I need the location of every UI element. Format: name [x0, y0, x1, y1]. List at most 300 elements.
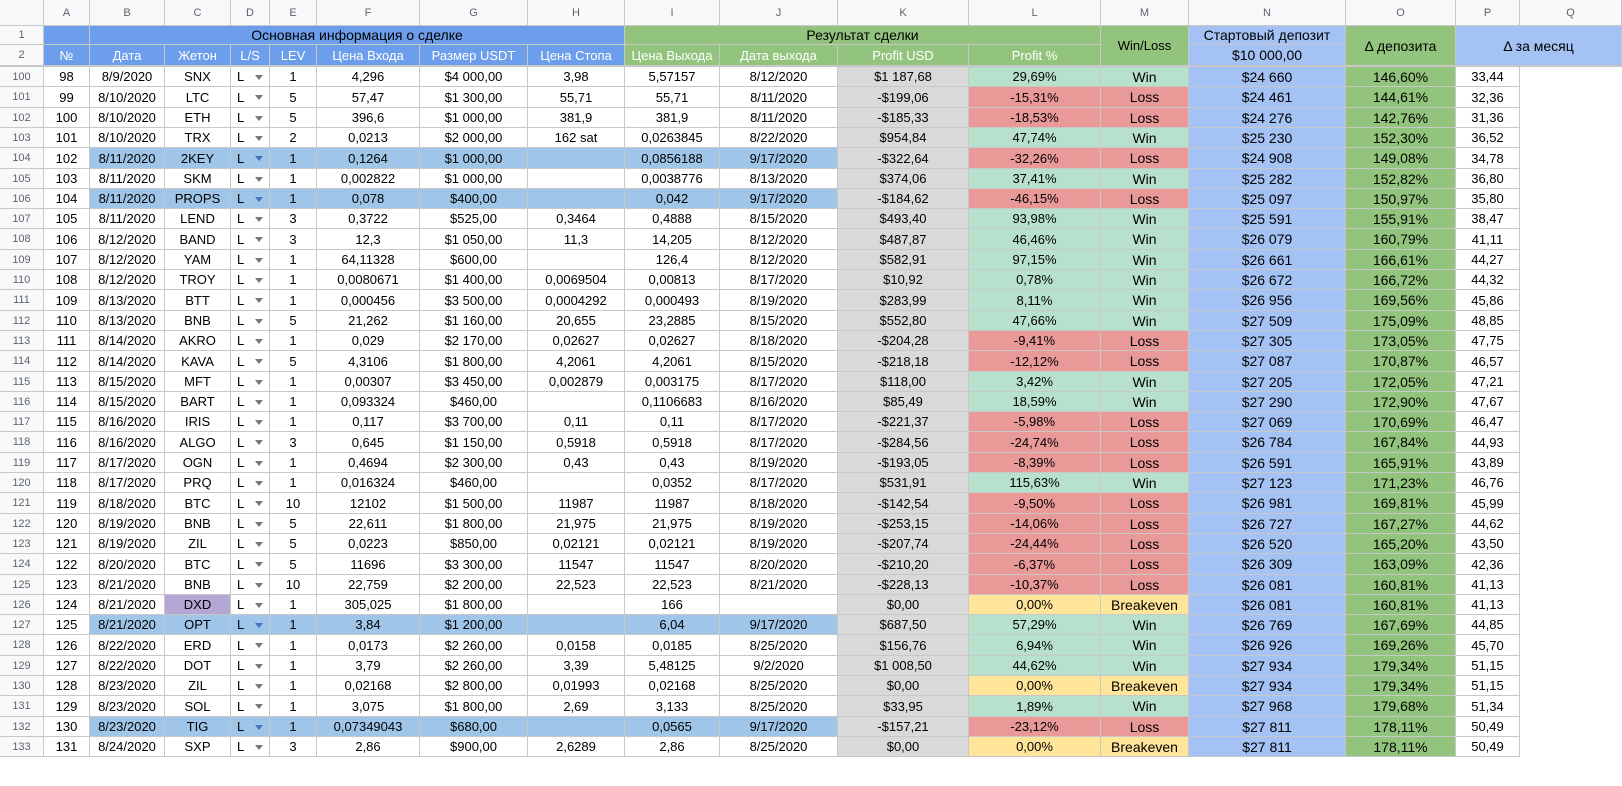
- token[interactable]: BTT: [165, 290, 231, 311]
- group-header-result[interactable]: Результат сделки: [625, 26, 1101, 45]
- profit-usd[interactable]: -$184,62: [838, 189, 969, 209]
- deposit[interactable]: $26 926: [1189, 635, 1346, 656]
- delta-month[interactable]: 38,47: [1456, 209, 1520, 229]
- deposit[interactable]: $24 908: [1189, 148, 1346, 169]
- win-loss[interactable]: Breakeven: [1101, 676, 1189, 696]
- trade-date[interactable]: 8/24/2020: [90, 737, 165, 757]
- delta-deposit[interactable]: 163,09%: [1346, 554, 1456, 575]
- size-usdt[interactable]: $1 800,00: [420, 696, 528, 717]
- row-header[interactable]: 116: [0, 392, 44, 412]
- profit-usd[interactable]: $487,87: [838, 229, 969, 250]
- profit-usd[interactable]: -$142,54: [838, 493, 969, 514]
- profit-usd[interactable]: $374,06: [838, 169, 969, 189]
- column-title-4[interactable]: LEV: [270, 45, 317, 66]
- size-usdt[interactable]: $1 200,00: [420, 615, 528, 635]
- row-header[interactable]: 111: [0, 290, 44, 311]
- column-title-9[interactable]: Дата выхода: [720, 45, 838, 66]
- profit-pct[interactable]: -8,39%: [969, 453, 1101, 473]
- exit-date[interactable]: 8/15/2020: [720, 311, 838, 331]
- leverage[interactable]: 1: [270, 67, 317, 87]
- size-usdt[interactable]: $1 300,00: [420, 87, 528, 108]
- exit-price[interactable]: 0,11: [625, 412, 720, 432]
- exit-price[interactable]: 5,48125: [625, 656, 720, 676]
- profit-pct[interactable]: 1,89%: [969, 696, 1101, 717]
- delta-deposit[interactable]: 179,34%: [1346, 676, 1456, 696]
- win-loss[interactable]: Breakeven: [1101, 737, 1189, 757]
- exit-price[interactable]: 11547: [625, 554, 720, 575]
- trade-number[interactable]: 99: [44, 87, 90, 108]
- deposit[interactable]: $24 276: [1189, 108, 1346, 128]
- column-header-q[interactable]: Q: [1520, 0, 1622, 26]
- stop-price[interactable]: 11547: [528, 554, 625, 575]
- exit-date[interactable]: 8/17/2020: [720, 372, 838, 392]
- stop-price[interactable]: 0,01993: [528, 676, 625, 696]
- chevron-down-icon[interactable]: [255, 684, 263, 689]
- column-title-1[interactable]: Дата: [90, 45, 165, 66]
- win-loss[interactable]: Loss: [1101, 575, 1189, 595]
- chevron-down-icon[interactable]: [255, 440, 263, 445]
- size-usdt[interactable]: $460,00: [420, 473, 528, 493]
- profit-usd[interactable]: $10,92: [838, 270, 969, 290]
- profit-usd[interactable]: -$207,74: [838, 534, 969, 554]
- size-usdt[interactable]: $1 160,00: [420, 311, 528, 331]
- chevron-down-icon[interactable]: [255, 258, 263, 263]
- trade-date[interactable]: 8/14/2020: [90, 351, 165, 372]
- delta-deposit[interactable]: 167,84%: [1346, 432, 1456, 453]
- trade-date[interactable]: 8/11/2020: [90, 169, 165, 189]
- win-loss[interactable]: Loss: [1101, 493, 1189, 514]
- delta-deposit[interactable]: 179,68%: [1346, 696, 1456, 717]
- chevron-down-icon[interactable]: [255, 298, 263, 303]
- win-loss[interactable]: Win: [1101, 290, 1189, 311]
- entry-price[interactable]: 305,025: [317, 595, 420, 615]
- win-loss[interactable]: Win: [1101, 392, 1189, 412]
- deposit[interactable]: $27 934: [1189, 656, 1346, 676]
- trade-date[interactable]: 8/10/2020: [90, 108, 165, 128]
- header-delta-month[interactable]: Δ за месяц: [1456, 26, 1622, 66]
- entry-price[interactable]: 0,093324: [317, 392, 420, 412]
- row-header[interactable]: 127: [0, 615, 44, 635]
- token[interactable]: DOT: [165, 656, 231, 676]
- row-header[interactable]: 110: [0, 270, 44, 290]
- stop-price[interactable]: [528, 169, 625, 189]
- column-title-0[interactable]: №: [44, 45, 90, 66]
- delta-month[interactable]: 44,85: [1456, 615, 1520, 635]
- delta-deposit[interactable]: 169,56%: [1346, 290, 1456, 311]
- exit-price[interactable]: 0,02168: [625, 676, 720, 696]
- column-title-6[interactable]: Размер USDT: [420, 45, 528, 66]
- delta-deposit[interactable]: 152,82%: [1346, 169, 1456, 189]
- trade-date[interactable]: 8/23/2020: [90, 717, 165, 737]
- trade-number[interactable]: 127: [44, 656, 90, 676]
- column-header-p[interactable]: P: [1456, 0, 1520, 26]
- leverage[interactable]: 1: [270, 189, 317, 209]
- trade-number[interactable]: 104: [44, 189, 90, 209]
- entry-price[interactable]: 0,07349043: [317, 717, 420, 737]
- chevron-down-icon[interactable]: [255, 197, 263, 202]
- win-loss[interactable]: Loss: [1101, 717, 1189, 737]
- token[interactable]: BNB: [165, 514, 231, 534]
- row-header[interactable]: 124: [0, 554, 44, 575]
- deposit[interactable]: $26 081: [1189, 575, 1346, 595]
- chevron-down-icon[interactable]: [255, 664, 263, 669]
- token[interactable]: BART: [165, 392, 231, 412]
- token[interactable]: BAND: [165, 229, 231, 250]
- win-loss[interactable]: Loss: [1101, 554, 1189, 575]
- trade-number[interactable]: 114: [44, 392, 90, 412]
- long-short[interactable]: L: [231, 534, 270, 554]
- row-header[interactable]: 2: [0, 45, 44, 66]
- delta-month[interactable]: 47,75: [1456, 331, 1520, 351]
- size-usdt[interactable]: $2 800,00: [420, 676, 528, 696]
- size-usdt[interactable]: $525,00: [420, 209, 528, 229]
- exit-date[interactable]: 8/19/2020: [720, 453, 838, 473]
- long-short[interactable]: L: [231, 290, 270, 311]
- trade-date[interactable]: 8/18/2020: [90, 493, 165, 514]
- delta-month[interactable]: 46,57: [1456, 351, 1520, 372]
- trade-number[interactable]: 122: [44, 554, 90, 575]
- trade-number[interactable]: 121: [44, 534, 90, 554]
- profit-usd[interactable]: -$284,56: [838, 432, 969, 453]
- profit-usd[interactable]: -$221,37: [838, 412, 969, 432]
- stop-price[interactable]: 0,02627: [528, 331, 625, 351]
- stop-price[interactable]: 21,975: [528, 514, 625, 534]
- trade-number[interactable]: 109: [44, 290, 90, 311]
- delta-month[interactable]: 45,86: [1456, 290, 1520, 311]
- long-short[interactable]: L: [231, 87, 270, 108]
- size-usdt[interactable]: $1 150,00: [420, 432, 528, 453]
- delta-deposit[interactable]: 171,23%: [1346, 473, 1456, 493]
- entry-price[interactable]: 0,1264: [317, 148, 420, 169]
- delta-deposit[interactable]: 152,30%: [1346, 128, 1456, 148]
- profit-pct[interactable]: 46,46%: [969, 229, 1101, 250]
- token[interactable]: ERD: [165, 635, 231, 656]
- exit-price[interactable]: 0,003175: [625, 372, 720, 392]
- trade-number[interactable]: 112: [44, 351, 90, 372]
- profit-usd[interactable]: -$228,13: [838, 575, 969, 595]
- entry-price[interactable]: 2,86: [317, 737, 420, 757]
- leverage[interactable]: 5: [270, 554, 317, 575]
- exit-date[interactable]: 8/18/2020: [720, 493, 838, 514]
- chevron-down-icon[interactable]: [255, 95, 263, 100]
- exit-price[interactable]: 4,2061: [625, 351, 720, 372]
- entry-price[interactable]: 64,11328: [317, 250, 420, 270]
- column-header-b[interactable]: B: [90, 0, 165, 26]
- profit-pct[interactable]: -14,06%: [969, 514, 1101, 534]
- deposit[interactable]: $26 769: [1189, 615, 1346, 635]
- delta-month[interactable]: 32,36: [1456, 87, 1520, 108]
- leverage[interactable]: 1: [270, 148, 317, 169]
- trade-number[interactable]: 116: [44, 432, 90, 453]
- size-usdt[interactable]: $2 170,00: [420, 331, 528, 351]
- leverage[interactable]: 1: [270, 412, 317, 432]
- entry-price[interactable]: 3,075: [317, 696, 420, 717]
- profit-pct[interactable]: -24,74%: [969, 432, 1101, 453]
- long-short[interactable]: L: [231, 392, 270, 412]
- token[interactable]: SNX: [165, 67, 231, 87]
- stop-price[interactable]: 3,39: [528, 656, 625, 676]
- profit-pct[interactable]: -6,37%: [969, 554, 1101, 575]
- profit-usd[interactable]: $552,80: [838, 311, 969, 331]
- token[interactable]: BNB: [165, 311, 231, 331]
- chevron-down-icon[interactable]: [255, 501, 263, 506]
- token[interactable]: KAVA: [165, 351, 231, 372]
- exit-date[interactable]: 8/11/2020: [720, 87, 838, 108]
- long-short[interactable]: L: [231, 676, 270, 696]
- chevron-down-icon[interactable]: [255, 583, 263, 588]
- win-loss[interactable]: Loss: [1101, 432, 1189, 453]
- profit-pct[interactable]: 57,29%: [969, 615, 1101, 635]
- chevron-down-icon[interactable]: [255, 136, 263, 141]
- delta-deposit[interactable]: 150,97%: [1346, 189, 1456, 209]
- win-loss[interactable]: Win: [1101, 67, 1189, 87]
- trade-number[interactable]: 105: [44, 209, 90, 229]
- delta-month[interactable]: 51,15: [1456, 676, 1520, 696]
- exit-price[interactable]: 21,975: [625, 514, 720, 534]
- delta-deposit[interactable]: 169,81%: [1346, 493, 1456, 514]
- leverage[interactable]: 3: [270, 209, 317, 229]
- delta-deposit[interactable]: 160,81%: [1346, 575, 1456, 595]
- entry-price[interactable]: 0,0213: [317, 128, 420, 148]
- trade-number[interactable]: 117: [44, 453, 90, 473]
- chevron-down-icon[interactable]: [255, 603, 263, 608]
- entry-price[interactable]: 0,0080671: [317, 270, 420, 290]
- row-header[interactable]: 120: [0, 473, 44, 493]
- exit-price[interactable]: 0,00813: [625, 270, 720, 290]
- delta-deposit[interactable]: 166,72%: [1346, 270, 1456, 290]
- size-usdt[interactable]: $4 000,00: [420, 67, 528, 87]
- deposit[interactable]: $27 305: [1189, 331, 1346, 351]
- chevron-down-icon[interactable]: [255, 420, 263, 425]
- profit-usd[interactable]: $0,00: [838, 595, 969, 615]
- deposit[interactable]: $26 079: [1189, 229, 1346, 250]
- exit-date[interactable]: 8/21/2020: [720, 575, 838, 595]
- profit-pct[interactable]: 0,00%: [969, 737, 1101, 757]
- trade-number[interactable]: 102: [44, 148, 90, 169]
- profit-pct[interactable]: 6,94%: [969, 635, 1101, 656]
- leverage[interactable]: 1: [270, 372, 317, 392]
- token[interactable]: ZIL: [165, 534, 231, 554]
- stop-price[interactable]: 3,98: [528, 67, 625, 87]
- profit-usd[interactable]: $493,40: [838, 209, 969, 229]
- deposit[interactable]: $27 811: [1189, 717, 1346, 737]
- size-usdt[interactable]: $1 800,00: [420, 595, 528, 615]
- deposit[interactable]: $27 123: [1189, 473, 1346, 493]
- deposit[interactable]: $25 282: [1189, 169, 1346, 189]
- trade-number[interactable]: 111: [44, 331, 90, 351]
- leverage[interactable]: 1: [270, 392, 317, 412]
- deposit[interactable]: $25 097: [1189, 189, 1346, 209]
- exit-date[interactable]: 8/18/2020: [720, 331, 838, 351]
- long-short[interactable]: L: [231, 737, 270, 757]
- leverage[interactable]: 1: [270, 453, 317, 473]
- win-loss[interactable]: Loss: [1101, 331, 1189, 351]
- row-header[interactable]: 105: [0, 169, 44, 189]
- delta-month[interactable]: 44,93: [1456, 432, 1520, 453]
- long-short[interactable]: L: [231, 635, 270, 656]
- column-header-j[interactable]: J: [720, 0, 838, 26]
- profit-usd[interactable]: $954,84: [838, 128, 969, 148]
- trade-date[interactable]: 8/11/2020: [90, 209, 165, 229]
- entry-price[interactable]: 4,3106: [317, 351, 420, 372]
- win-loss[interactable]: Win: [1101, 270, 1189, 290]
- profit-pct[interactable]: -15,31%: [969, 87, 1101, 108]
- profit-pct[interactable]: 44,62%: [969, 656, 1101, 676]
- delta-deposit[interactable]: 172,05%: [1346, 372, 1456, 392]
- trade-number[interactable]: 100: [44, 108, 90, 128]
- long-short[interactable]: L: [231, 67, 270, 87]
- stop-price[interactable]: 2,6289: [528, 737, 625, 757]
- long-short[interactable]: L: [231, 270, 270, 290]
- entry-price[interactable]: 0,3722: [317, 209, 420, 229]
- delta-month[interactable]: 42,36: [1456, 554, 1520, 575]
- exit-date[interactable]: 8/19/2020: [720, 514, 838, 534]
- trade-date[interactable]: 8/11/2020: [90, 189, 165, 209]
- leverage[interactable]: 3: [270, 432, 317, 453]
- deposit[interactable]: $27 290: [1189, 392, 1346, 412]
- profit-usd[interactable]: $531,91: [838, 473, 969, 493]
- delta-deposit[interactable]: 167,69%: [1346, 615, 1456, 635]
- leverage[interactable]: 5: [270, 108, 317, 128]
- long-short[interactable]: L: [231, 615, 270, 635]
- win-loss[interactable]: Loss: [1101, 351, 1189, 372]
- delta-month[interactable]: 44,32: [1456, 270, 1520, 290]
- exit-date[interactable]: 9/2/2020: [720, 656, 838, 676]
- profit-usd[interactable]: -$253,15: [838, 514, 969, 534]
- row-header[interactable]: 119: [0, 453, 44, 473]
- delta-deposit[interactable]: 146,60%: [1346, 67, 1456, 87]
- select-all-corner[interactable]: [0, 0, 44, 26]
- entry-price[interactable]: 4,296: [317, 67, 420, 87]
- trade-date[interactable]: 8/19/2020: [90, 514, 165, 534]
- profit-usd[interactable]: -$218,18: [838, 351, 969, 372]
- exit-date[interactable]: 8/12/2020: [720, 67, 838, 87]
- delta-deposit[interactable]: 160,79%: [1346, 229, 1456, 250]
- row-header[interactable]: 107: [0, 209, 44, 229]
- leverage[interactable]: 1: [270, 635, 317, 656]
- entry-price[interactable]: 0,4694: [317, 453, 420, 473]
- stop-price[interactable]: [528, 615, 625, 635]
- size-usdt[interactable]: $600,00: [420, 250, 528, 270]
- profit-pct[interactable]: 47,66%: [969, 311, 1101, 331]
- exit-price[interactable]: 0,02121: [625, 534, 720, 554]
- exit-price[interactable]: 0,0565: [625, 717, 720, 737]
- trade-number[interactable]: 128: [44, 676, 90, 696]
- leverage[interactable]: 10: [270, 493, 317, 514]
- long-short[interactable]: L: [231, 108, 270, 128]
- trade-number[interactable]: 123: [44, 575, 90, 595]
- exit-date[interactable]: 8/17/2020: [720, 473, 838, 493]
- long-short[interactable]: L: [231, 554, 270, 575]
- long-short[interactable]: L: [231, 311, 270, 331]
- win-loss[interactable]: Win: [1101, 372, 1189, 392]
- size-usdt[interactable]: $3 700,00: [420, 412, 528, 432]
- row-header[interactable]: 104: [0, 148, 44, 169]
- entry-price[interactable]: 3,79: [317, 656, 420, 676]
- deposit[interactable]: $26 661: [1189, 250, 1346, 270]
- token[interactable]: SXP: [165, 737, 231, 757]
- row-header[interactable]: 132: [0, 717, 44, 737]
- size-usdt[interactable]: $2 000,00: [420, 128, 528, 148]
- delta-deposit[interactable]: 142,76%: [1346, 108, 1456, 128]
- chevron-down-icon[interactable]: [255, 481, 263, 486]
- trade-date[interactable]: 8/14/2020: [90, 331, 165, 351]
- header-start-deposit[interactable]: Стартовый депозит: [1189, 26, 1346, 45]
- token[interactable]: AKRO: [165, 331, 231, 351]
- token[interactable]: SOL: [165, 696, 231, 717]
- size-usdt[interactable]: $1 000,00: [420, 108, 528, 128]
- long-short[interactable]: L: [231, 229, 270, 250]
- column-title-5[interactable]: Цена Входа: [317, 45, 420, 66]
- column-header-h[interactable]: H: [528, 0, 625, 26]
- token[interactable]: OPT: [165, 615, 231, 635]
- long-short[interactable]: L: [231, 372, 270, 392]
- delta-deposit[interactable]: 175,09%: [1346, 311, 1456, 331]
- leverage[interactable]: 2: [270, 128, 317, 148]
- size-usdt[interactable]: $400,00: [420, 189, 528, 209]
- row-header[interactable]: 108: [0, 229, 44, 250]
- stop-price[interactable]: 0,02121: [528, 534, 625, 554]
- trade-number[interactable]: 118: [44, 473, 90, 493]
- profit-usd[interactable]: $283,99: [838, 290, 969, 311]
- chevron-down-icon[interactable]: [255, 217, 263, 222]
- trade-date[interactable]: 8/16/2020: [90, 432, 165, 453]
- column-header-o[interactable]: O: [1346, 0, 1456, 26]
- profit-pct[interactable]: 18,59%: [969, 392, 1101, 412]
- win-loss[interactable]: Loss: [1101, 148, 1189, 169]
- delta-deposit[interactable]: 170,69%: [1346, 412, 1456, 432]
- stop-price[interactable]: 0,0004292: [528, 290, 625, 311]
- token[interactable]: YAM: [165, 250, 231, 270]
- delta-deposit[interactable]: 169,26%: [1346, 635, 1456, 656]
- column-title-8[interactable]: Цена Выхода: [625, 45, 720, 66]
- delta-deposit[interactable]: 178,11%: [1346, 717, 1456, 737]
- long-short[interactable]: L: [231, 453, 270, 473]
- profit-pct[interactable]: 0,00%: [969, 676, 1101, 696]
- stop-price[interactable]: 0,0158: [528, 635, 625, 656]
- entry-price[interactable]: 0,016324: [317, 473, 420, 493]
- leverage[interactable]: 5: [270, 514, 317, 534]
- exit-price[interactable]: 14,205: [625, 229, 720, 250]
- profit-pct[interactable]: 93,98%: [969, 209, 1101, 229]
- trade-number[interactable]: 130: [44, 717, 90, 737]
- size-usdt[interactable]: $1 050,00: [420, 229, 528, 250]
- deposit[interactable]: $27 205: [1189, 372, 1346, 392]
- profit-usd[interactable]: $85,49: [838, 392, 969, 412]
- exit-date[interactable]: [720, 595, 838, 615]
- profit-pct[interactable]: -5,98%: [969, 412, 1101, 432]
- profit-usd[interactable]: -$322,64: [838, 148, 969, 169]
- exit-date[interactable]: 8/15/2020: [720, 209, 838, 229]
- stop-price[interactable]: 162 sat: [528, 128, 625, 148]
- row-header[interactable]: 109: [0, 250, 44, 270]
- stop-price[interactable]: 0,5918: [528, 432, 625, 453]
- deposit[interactable]: $27 811: [1189, 737, 1346, 757]
- win-loss[interactable]: Win: [1101, 696, 1189, 717]
- size-usdt[interactable]: $1 800,00: [420, 514, 528, 534]
- deposit[interactable]: $27 968: [1189, 696, 1346, 717]
- profit-usd[interactable]: $582,91: [838, 250, 969, 270]
- deposit[interactable]: $26 784: [1189, 432, 1346, 453]
- win-loss[interactable]: Breakeven: [1101, 595, 1189, 615]
- token[interactable]: TRX: [165, 128, 231, 148]
- delta-month[interactable]: 34,78: [1456, 148, 1520, 169]
- delta-month[interactable]: 43,50: [1456, 534, 1520, 554]
- size-usdt[interactable]: $1 800,00: [420, 351, 528, 372]
- exit-price[interactable]: 0,5918: [625, 432, 720, 453]
- group-header-main[interactable]: Основная информация о сделке: [90, 26, 625, 45]
- trade-date[interactable]: 8/12/2020: [90, 229, 165, 250]
